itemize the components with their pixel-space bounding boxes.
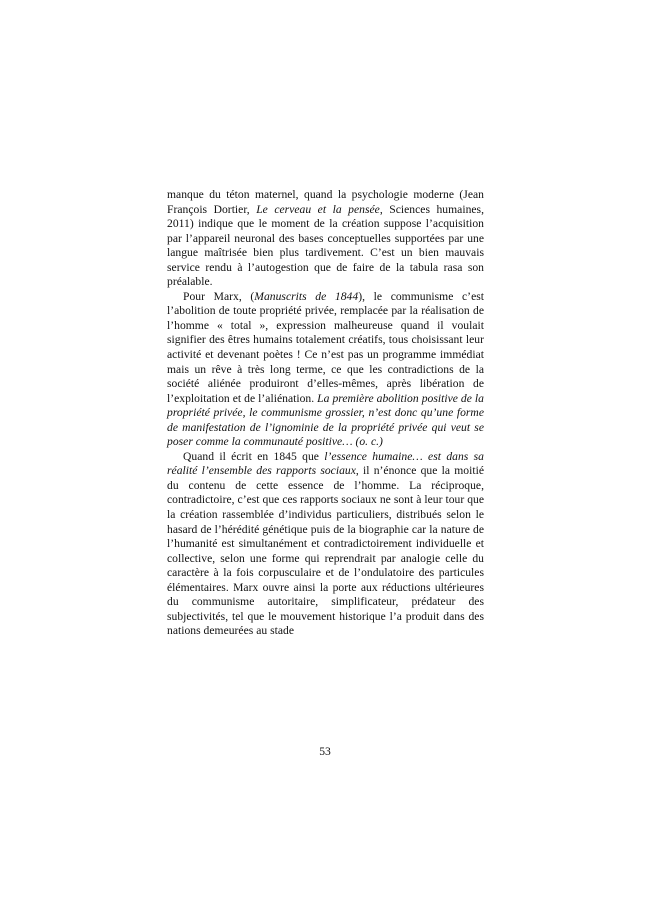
text-run-roman: Quand il écrit en 1845 que (183, 449, 325, 463)
paragraph-1 (167, 188, 484, 290)
text-run-roman: , Sciences humaines, 2011) indique que le moment de la création suppose l’acquisition par l’appareil neuronal des bases conceptuelles supportées par une langue maîtrisée bien plus tardivement. C’est un bien mauvais service rendu à l’autogestion que de faire de la tabula rasa son préalable. (167, 202, 484, 289)
text-run-roman: Pour Marx, ( (183, 289, 255, 303)
text-run-italic-quotation: l’essence humaine… est dans sa réalité l’ensemble des rapports sociaux (167, 449, 484, 478)
page-number: 53 (319, 745, 331, 758)
body-text-block (167, 188, 484, 639)
text-run-roman: manque du téton maternel, quand la psychologie moderne (Jean François Dortier, (167, 188, 484, 216)
text-run-italic-book-title: Le cerveau et la pensée (256, 202, 380, 216)
paragraph-3 (167, 450, 484, 639)
text-run-roman: , il n’énonce que la moitié du contenu de cette essence de l’homme. La réciproque, contradictoire, c’est que ces rapports sociaux ne sont à leur tour que la création rassemblée d’individus particuliers, distribués selon le hasard de l’hérédité génétique puis de la biographie car la nature de l’humanité est simultanément et contradictoirement individuelle et collective, selon une forme qui reprendrait par analogie celle du caractère à la fois corpusculaire et de l’ondulatoire des particules élémentaires. Marx ouvre ainsi la porte aux réductions ultérieures du communisme autoritaire, simplificateur, prédateur des subjectivités, tel que le mouvement historique l’a produit dans des nations demeurées au stade (167, 464, 484, 638)
text-run-italic-work-title: Manuscrits de 1844 (254, 289, 359, 303)
text-run-italic-quotation: La première abolition positive de la propriété privée, le communisme grossier, n’est donc qu’une forme de manifestation de l’ignominie de la propriété privée qui veut se poser comme la communauté positive… (o. c.) (167, 391, 484, 449)
text-run-roman: ), le communisme c’est l’abolition de toute propriété privée, remplacée par la réalisation de l’homme « total », expression malheureuse quand il voulait signifier des êtres humains totalement créatifs, tous choisissant leur activité et devenant poètes ! Ce n’est pas un programme immédiat mais un rêve à très long terme, ce que les contradictions de la société aliénée produiront d’elles-mêmes, après libération de l’exploitation et de l’aliénation. (167, 289, 485, 405)
paragraph-2 (167, 290, 484, 450)
